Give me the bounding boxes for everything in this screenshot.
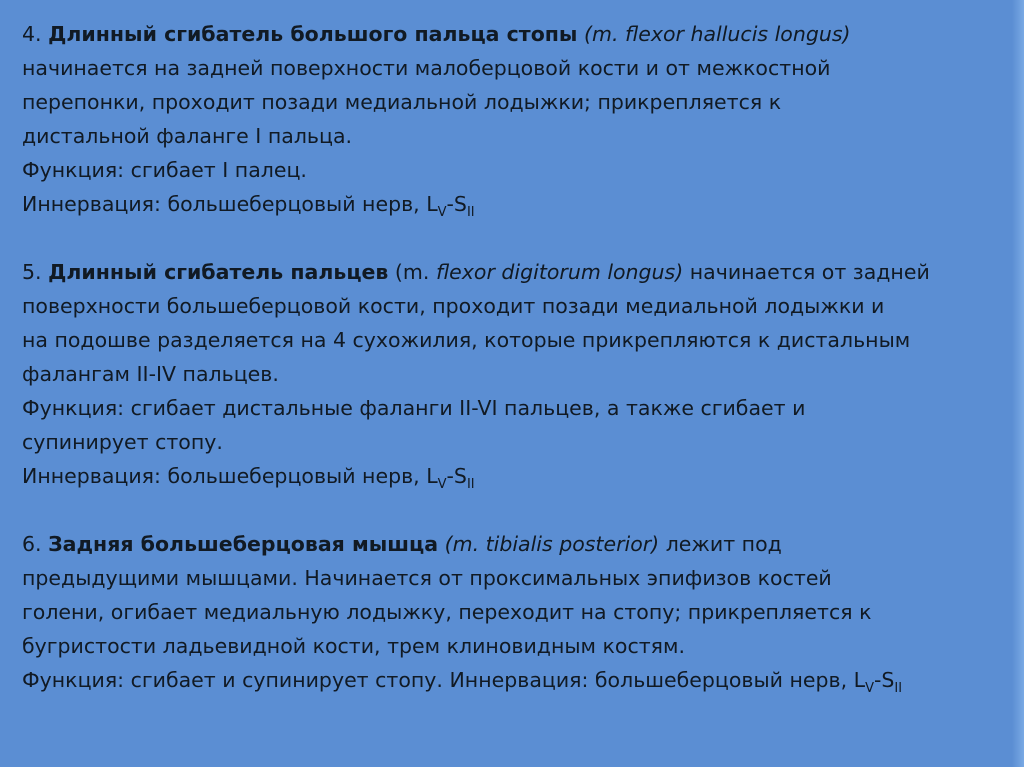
heading-rest: лежит под <box>659 532 782 556</box>
innervation-mid: -S <box>446 464 467 488</box>
subscript: V <box>437 477 447 492</box>
subscript: II <box>466 477 475 492</box>
function-line: Функция: сгибает I палец. <box>22 158 307 182</box>
paragraph-heading <box>22 17 1012 51</box>
text-line: предыдущими мышцами. Начинается от проксимальных эпифизов костей <box>22 566 832 590</box>
paragraph-number: 6. <box>22 532 49 556</box>
paragraph-heading <box>22 527 1012 561</box>
paragraph-flexor-digitorum-longus <box>22 255 1012 493</box>
muscle-name: Задняя большеберцовая мышца <box>48 532 439 556</box>
muscle-name: Длинный сгибатель пальцев <box>48 260 389 284</box>
subscript: II <box>894 681 903 696</box>
function-line: супинирует стопу. <box>22 430 223 454</box>
innervation-mid: -S <box>874 668 895 692</box>
latin-name: (m. tibialis posterior) <box>438 532 660 556</box>
text-line: перепонки, проходит позади медиальной лодыжки; прикрепляется к <box>22 90 782 114</box>
function-line: Функция: сгибает дистальные фаланги II-VI пальцев, а также сгибает и <box>22 396 806 420</box>
muscle-name: Длинный сгибатель большого пальца стопы <box>48 22 578 46</box>
innervation-mid: -S <box>446 192 467 216</box>
function-innervation-text: Функция: сгибает и супинирует стопу. Иннервация: большеберцовый нерв, L <box>22 668 866 692</box>
slide-content <box>22 17 1012 697</box>
text-line: начинается на задней поверхности малоберцовой кости и от межкостной <box>22 56 831 80</box>
subscript: V <box>865 681 874 696</box>
latin-name: (m. flexor hallucis longus) <box>584 22 851 46</box>
latin-prefix: (m. <box>388 260 436 284</box>
subscript: II <box>466 205 475 220</box>
innervation-line <box>22 187 1012 221</box>
text-line: фалангам II-IV пальцев. <box>22 362 279 386</box>
paragraph-number: 4. <box>22 22 49 46</box>
innervation-text: Иннервация: большеберцовый нерв, L <box>22 192 438 216</box>
paragraph-tibialis-posterior <box>22 527 1012 697</box>
text-line: дистальной фаланге I пальца. <box>22 124 353 148</box>
latin-name: flexor digitorum longus) <box>435 260 684 284</box>
slide-edge <box>1012 0 1024 767</box>
innervation-line <box>22 459 1012 493</box>
paragraph-number: 5. <box>22 260 49 284</box>
paragraph-flexor-hallucis-longus <box>22 17 1012 221</box>
subscript: V <box>437 205 447 220</box>
text-line: голени, огибает медиальную лодыжку, переходит на стопу; прикрепляется к <box>22 600 872 624</box>
paragraph-heading <box>22 255 1012 289</box>
text-line: поверхности большеберцовой кости, проходит позади медиальной лодыжки и <box>22 294 885 318</box>
innervation-text: Иннервация: большеберцовый нерв, L <box>22 464 438 488</box>
heading-rest: начинается от задней <box>683 260 930 284</box>
function-innervation-line <box>22 663 1012 697</box>
text-line: бугристости ладьевидной кости, трем клиновидным костям. <box>22 634 685 658</box>
text-line: на подошве разделяется на 4 сухожилия, которые прикрепляются к дистальным <box>22 328 911 352</box>
